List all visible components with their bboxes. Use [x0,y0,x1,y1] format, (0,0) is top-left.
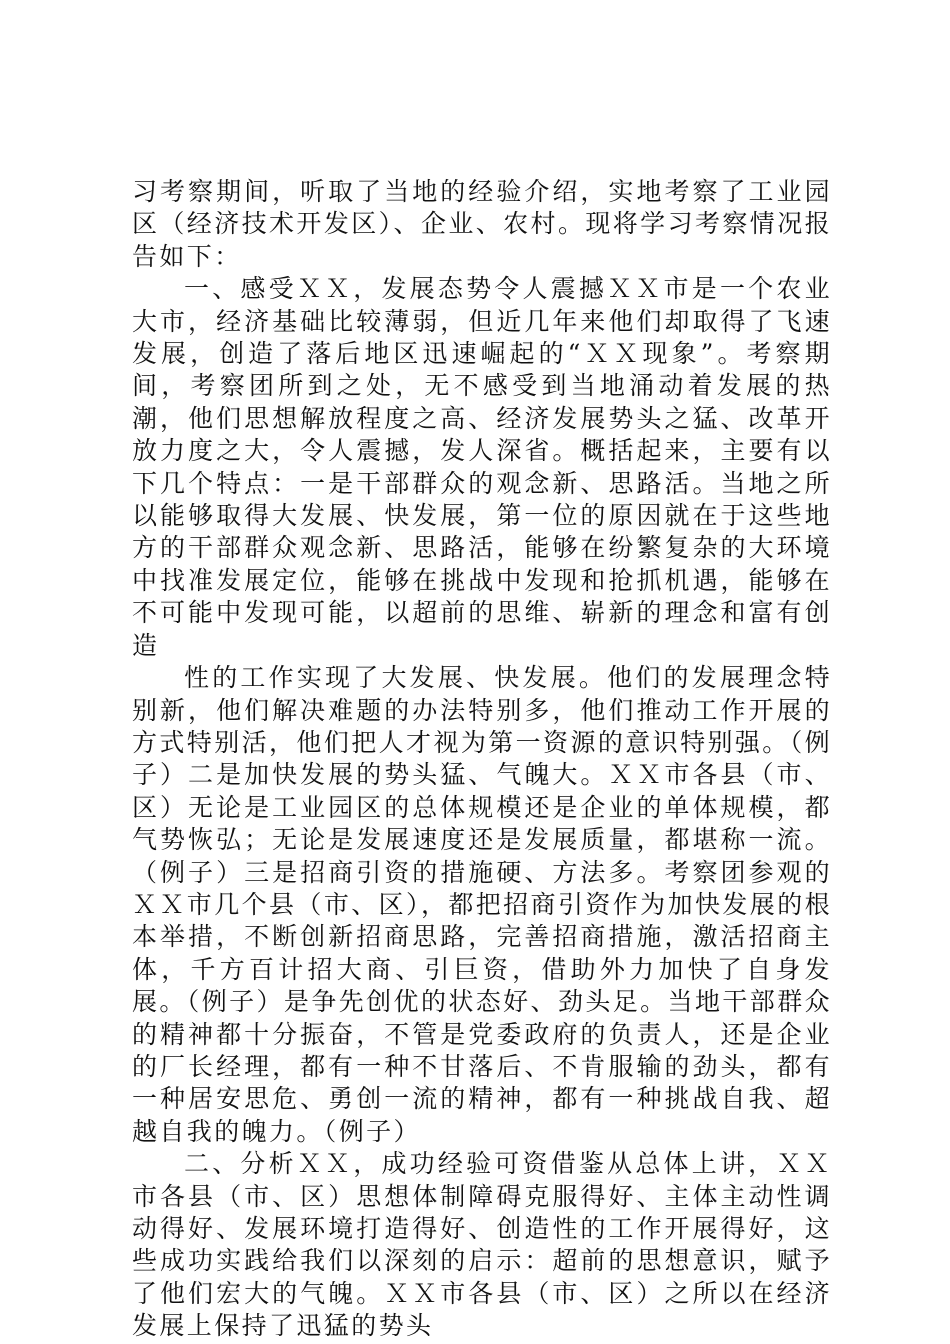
paragraph-2: 一、感受ＸＸ，发展态势令人震撼ＸＸ市是一个农业大市，经济基础比较薄弱，但近几年来他们却取得了飞速发展，创造了落后地区迅速崛起的“ＸＸ现象”。考察期间，考察团所到之处，无不感受到当地涌动着发展的热潮，他们思想解放程度之高、经济发展势头之猛、改革开放力度之大，令人震撼，发人深省。概括起来，主要有以下几个特点：一是干部群众的观念新、思路活。当地之所以能够取得大发展、快发展，第一位的原因就在于这些地方的干部群众观念新、思路活，能够在纷繁复杂的大环境中找准发展定位，能够在挑战中发现和抢抓机遇，能够在不可能中发现可能，以超前的思维、崭新的理念和富有创造 [132,274,832,660]
paragraph-1: 习考察期间，听取了当地的经验介绍，实地考察了工业园区（经济技术开发区）、企业、农村。现将学习考察情况报告如下： [132,177,832,271]
paragraph-3: 性的工作实现了大发展、快发展。他们的发展理念特别新，他们解决难题的办法特别多，他们推动工作开展的方式特别活，他们把人才视为第一资源的意识特别强。（例子）二是加快发展的势头猛、气魄大。ＸＸ市各县（市、区）无论是工业园区的总体规模还是企业的单体规模，都气势恢弘；无论是发展速度还是发展质量，都堪称一流。（例子）三是招商引资的措施硬、方法多。考察团参观的ＸＸ市几个县（市、区），都把招商引资作为加快发展的根本举措，不断创新招商思路，完善招商措施，激活招商主体，千方百计招大商、引巨资，借助外力加快了自身发展。（例子）是争先创优的状态好、劲头足。当地干部群众的精神都十分振奋，不管是党委政府的负责人，还是企业的厂长经理，都有一种不甘落后、不肯服输的劲头，都有一种居安思危、勇创一流的精神，都有一种挑战自我、超越自我的魄力。（例子） [132,663,832,1146]
document-body [132,176,832,1343]
paragraph-4: 二、分析ＸＸ，成功经验可资借鉴从总体上讲，ＸＸ市各县（市、区）思想体制障碍克服得好、主体主动性调动得好、发展环境打造得好、创造性的工作开展得好，这些成功实践给我们以深刻的启示：超前的思想意识，赋予了他们宏大的气魄。ＸＸ市各县（市、区）之所以在经济发展上保持了迅猛的势头 [132,1149,832,1341]
